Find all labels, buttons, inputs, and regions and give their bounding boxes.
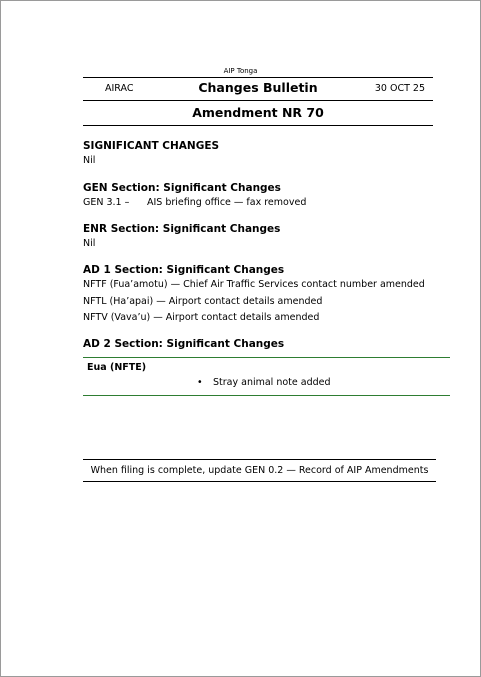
bulletin-title: Changes Bulletin [198, 80, 318, 95]
publication-header: AIP Tonga [223, 67, 258, 75]
amendment-rule [83, 125, 433, 126]
significant-changes-section [83, 139, 453, 170]
airac-label: AIRAC [105, 83, 134, 94]
list-item: NFTF (Fua’amotu) — Chief Air Traffic Services contact number amended [83, 279, 425, 290]
section-heading: SIGNIFICANT CHANGES [83, 140, 220, 152]
gen-section [83, 181, 453, 212]
ad2-change-box [83, 357, 450, 396]
footer-bottom-rule [83, 481, 436, 482]
title-rule [83, 100, 433, 101]
gen-reference: GEN 3.1 – [83, 197, 130, 208]
section-text: Nil [83, 238, 96, 249]
bulletin-date: 30 OCT 25 [374, 83, 425, 94]
section-text: Nil [83, 155, 96, 166]
aerodrome-name: Eua (NFTE) [87, 362, 147, 373]
top-rule [83, 77, 433, 78]
bulletin-title-row [83, 79, 433, 99]
amendment-number: Amendment NR 70 [192, 105, 324, 120]
enr-section [83, 222, 453, 253]
section-heading: ENR Section: Significant Changes [83, 223, 281, 235]
list-item: NFTV (Vava’u) — Airport contact details amended [83, 312, 320, 323]
footer-note: When filing is complete, update GEN 0.2 — Record of AIP Amendments [90, 465, 429, 476]
ad1-section [83, 263, 453, 327]
bullet-icon: • [197, 377, 203, 388]
list-item: NFTL (Ha’apai) — Airport contact details amended [83, 295, 323, 307]
gen-change-text: AIS briefing office — fax removed [147, 197, 307, 208]
gen-change-line [83, 195, 453, 212]
section-heading: GEN Section: Significant Changes [83, 182, 281, 194]
footer-top-rule [83, 459, 436, 460]
section-heading: AD 2 Section: Significant Changes [83, 338, 285, 350]
ad2-change-text: Stray animal note added [213, 377, 331, 388]
section-heading: AD 1 Section: Significant Changes [83, 264, 285, 276]
ad2-section [83, 337, 453, 351]
